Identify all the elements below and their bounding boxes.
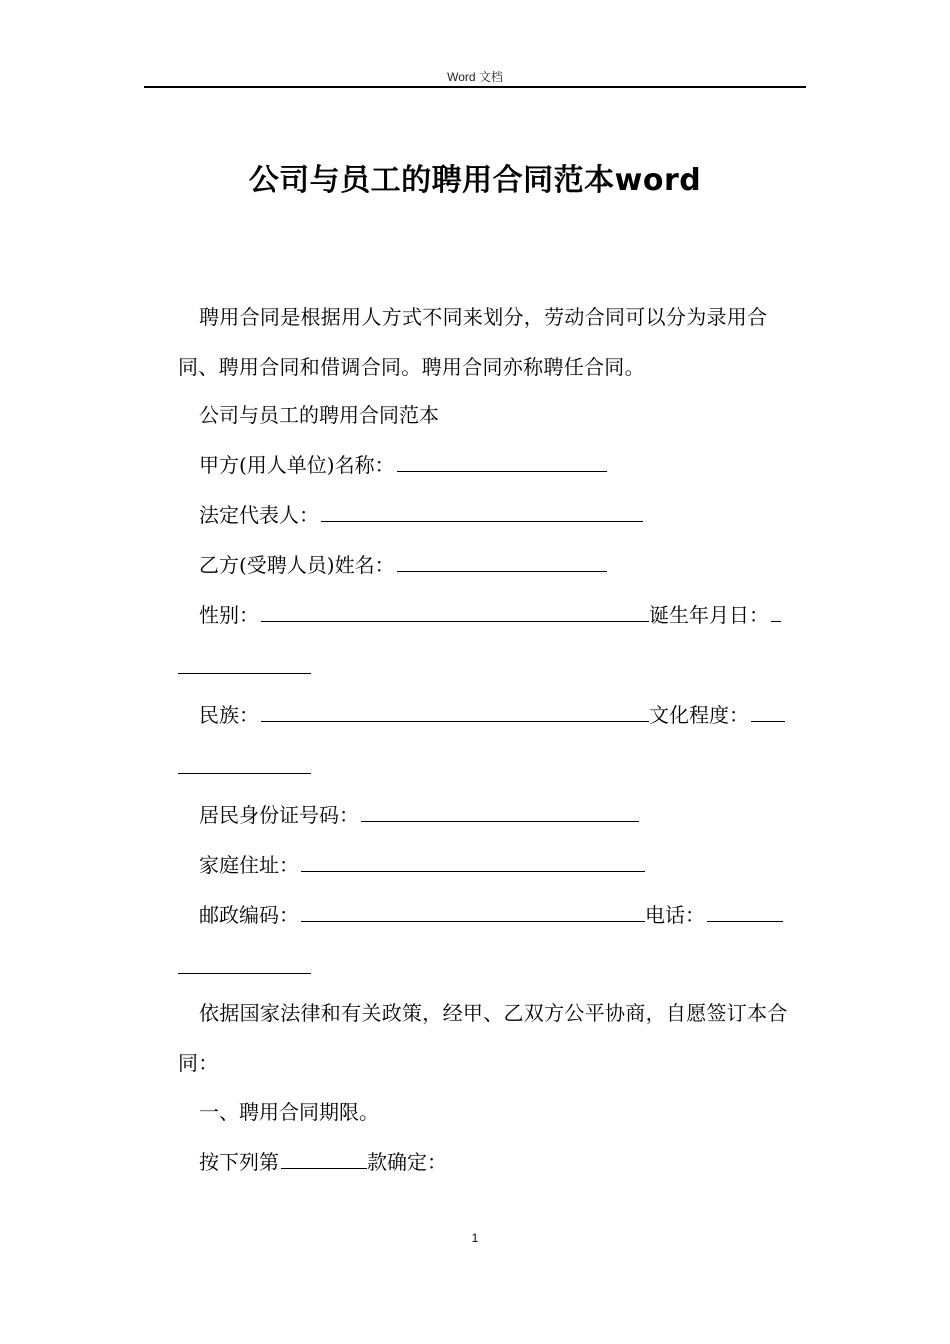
- birth-date-blank-continued[interactable]: [178, 673, 311, 674]
- page-number: 1: [471, 1231, 479, 1245]
- id-number-label: 居民身份证号码：: [199, 803, 359, 827]
- gender-blank[interactable]: [261, 605, 649, 622]
- clause-suffix: 款确定：: [367, 1150, 447, 1174]
- party-b-field: [178, 540, 823, 590]
- subtitle-text: 公司与员工的聘用合同范本: [199, 403, 439, 427]
- contract-subtitle: [178, 390, 823, 440]
- education-blank-continued[interactable]: [178, 773, 311, 774]
- agreement-paragraph: 依据国家法律和有关政策，经甲、乙双方公平协商，自愿签订本合同：: [178, 1001, 788, 1075]
- section-heading: [178, 1087, 823, 1137]
- id-number-blank[interactable]: [361, 805, 639, 822]
- phone-label: 电话：: [645, 903, 705, 927]
- term-clause: [178, 1137, 823, 1187]
- legal-rep-label: 法定代表人：: [199, 503, 319, 527]
- document-title: 公司与员工的聘用合同范本word: [248, 163, 702, 198]
- party-a-field: [178, 440, 823, 490]
- phone-blank-continued[interactable]: [178, 973, 311, 974]
- clause-number-blank[interactable]: [281, 1152, 367, 1169]
- id-number-field: [178, 790, 823, 840]
- legal-rep-blank[interactable]: [321, 505, 643, 522]
- postal-code-label: 邮政编码：: [199, 903, 299, 927]
- clause-prefix: 按下列第: [199, 1150, 279, 1174]
- party-b-blank[interactable]: [397, 555, 607, 572]
- education-label: 文化程度：: [649, 703, 749, 727]
- birth-date-label: 诞生年月日：: [649, 603, 769, 627]
- party-a-label: 甲方(用人单位)名称：: [199, 453, 395, 477]
- phone-blank[interactable]: [707, 905, 783, 922]
- intro-paragraph: 聘用合同是根据用人方式不同来划分，劳动合同可以分为录用合同、聘用合同和借调合同。聘用合同亦称聘任合同。: [178, 305, 768, 379]
- ethnicity-education-field: [178, 690, 823, 740]
- postal-phone-field: [178, 890, 823, 940]
- home-address-label: 家庭住址：: [199, 853, 299, 877]
- legal-rep-field: [178, 490, 823, 540]
- ethnicity-blank[interactable]: [261, 705, 649, 722]
- gender-label: 性别：: [199, 603, 259, 627]
- postal-code-blank[interactable]: [301, 905, 645, 922]
- ethnicity-label: 民族：: [199, 703, 259, 727]
- section1-text: 一、聘用合同期限。: [199, 1100, 379, 1124]
- party-a-blank[interactable]: [397, 455, 607, 472]
- party-b-label: 乙方(受聘人员)姓名：: [199, 553, 395, 577]
- birth-date-blank[interactable]: [771, 605, 781, 622]
- education-blank[interactable]: [751, 705, 785, 722]
- home-address-field: [178, 840, 823, 890]
- page-header: Word 文档: [447, 70, 503, 84]
- header-rule: [144, 86, 806, 88]
- gender-birth-field: [178, 590, 823, 640]
- home-address-blank[interactable]: [301, 855, 645, 872]
